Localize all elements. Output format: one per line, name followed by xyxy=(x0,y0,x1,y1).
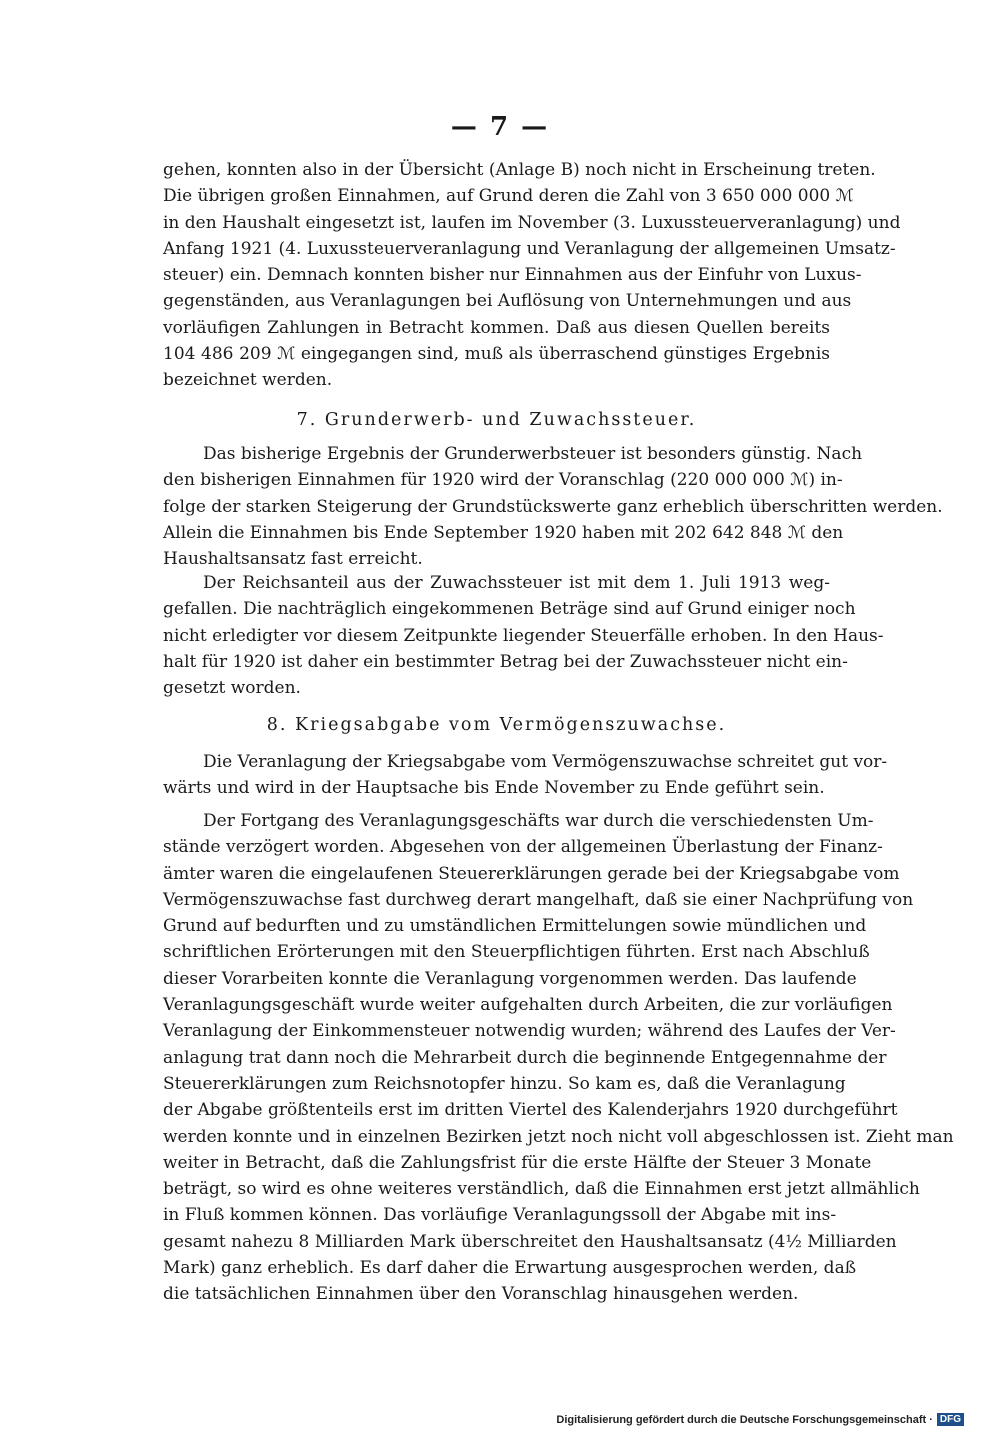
text-line: den bisherigen Einnahmen für 1920 wird der Voranschlag (220 000 000 ℳ) in- xyxy=(163,470,843,491)
section-8-paragraph-2 xyxy=(163,808,954,1308)
text-line: Das bisherige Ergebnis der Grunderwerbsteuer ist besonders günstig. Nach xyxy=(203,444,863,464)
text-line: vorläufigen Zahlungen in Betracht kommen. Daß aus diesen Quellen bereits xyxy=(163,317,830,338)
text-line: in den Haushalt eingesetzt ist, laufen im November (3. Luxussteuerveranlagung) und xyxy=(163,212,901,233)
text-line: die tatsächlichen Einnahmen über den Voranschlag hinausgehen werden. xyxy=(163,1284,799,1305)
text-line: folge der starken Steigerung der Grundstückswerte ganz erheblich überschritten werden. xyxy=(163,496,943,517)
text-line: gehen, konnten also in der Übersicht (Anlage B) noch nicht in Erscheinung treten. xyxy=(163,160,876,180)
text-line: Der Reichsanteil aus der Zuwachssteuer ist mit dem 1. Juli 1913 weg- xyxy=(203,573,830,593)
section-7-heading: 7. Grunderwerb- und Zuwachssteuer. xyxy=(296,410,697,430)
text-line: Mark) ganz erheblich. Es darf daher die Erwartung ausgesprochen werden, daß xyxy=(163,1258,857,1279)
section-7-paragraph-2 xyxy=(163,570,884,701)
text-line: weiter in Betracht, daß die Zahlungsfrist für die erste Hälfte der Steuer 3 Monate xyxy=(163,1152,872,1173)
text-line: Anfang 1921 (4. Luxussteuerveranlagung und Veranlagung der allgemeinen Umsatz- xyxy=(163,238,896,259)
text-line: Die Veranlagung der Kriegsabgabe vom Vermögenszuwachse schreitet gut vor- xyxy=(203,752,888,772)
section-7-paragraph-1 xyxy=(163,441,943,572)
page-number: — 7 — xyxy=(450,112,550,142)
text-line: Veranlagungsgeschäft wurde weiter aufgehalten durch Arbeiten, die zur vorläufigen xyxy=(163,995,893,1016)
text-line: schriftlichen Erörterungen mit den Steuerpflichtigen führten. Erst nach Abschluß xyxy=(163,942,870,963)
text-line: gefallen. Die nachträglich eingekommenen Beträge sind auf Grund einiger noch xyxy=(163,599,856,620)
text-line: Die übrigen großen Einnahmen, auf Grund deren die Zahl von 3 650 000 000 ℳ xyxy=(163,186,854,207)
footer-text: Digitalisierung gefördert durch die Deutsche Forschungsgemeinschaft · xyxy=(556,1413,933,1426)
text-line: Grund auf bedurften und zu umständlichen Ermittelungen sowie mündlichen und xyxy=(163,916,867,937)
text-line: halt für 1920 ist daher ein bestimmter Betrag bei der Zuwachssteuer nicht ein- xyxy=(163,651,848,672)
text-line: stände verzögert worden. Abgesehen von der allgemeinen Überlastung der Finanz- xyxy=(163,837,883,858)
text-line: steuer) ein. Demnach konnten bisher nur Einnahmen aus der Einfuhr von Luxus- xyxy=(163,265,862,286)
text-line: ämter waren die eingelaufenen Steuererklärungen gerade bei der Kriegsabgabe vom xyxy=(163,863,900,884)
section-8-heading: 8. Kriegsabgabe vom Vermögenszuwachse. xyxy=(266,715,727,735)
text-line: wärts und wird in der Hauptsache bis Ende November zu Ende geführt sein. xyxy=(163,778,825,799)
text-line: 104 486 209 ℳ eingegangen sind, muß als überraschend günstiges Ergebnis xyxy=(163,344,830,365)
text-line: anlagung trat dann noch die Mehrarbeit durch die beginnende Entgegennahme der xyxy=(163,1047,887,1068)
text-line: bezeichnet werden. xyxy=(163,370,333,391)
dfg-logo: DFG xyxy=(937,1413,964,1426)
text-line: Vermögenszuwachse fast durchweg derart mangelhaft, daß sie einer Nachprüfung von xyxy=(163,889,914,910)
text-line: Der Fortgang des Veranlagungsgeschäfts war durch die verschiedensten Um- xyxy=(203,811,874,831)
text-line: nicht erledigter vor diesem Zeitpunkte liegender Steuerfälle erhoben. In den Haus- xyxy=(163,625,884,646)
text-line: werden konnte und in einzelnen Bezirken jetzt noch nicht voll abgeschlossen ist. Zieht man xyxy=(163,1126,954,1147)
section-8-paragraph-1 xyxy=(163,749,888,802)
text-line: Haushaltsansatz fast erreicht. xyxy=(163,549,423,570)
text-line: in Fluß kommen können. Das vorläufige Veranlagungssoll der Abgabe mit ins- xyxy=(163,1205,837,1226)
intro-paragraph xyxy=(163,157,901,394)
text-line: dieser Vorarbeiten konnte die Veranlagung vorgenommen werden. Das laufende xyxy=(163,968,857,989)
text-line: gegenständen, aus Veranlagungen bei Auflösung von Unternehmungen und aus xyxy=(163,291,852,312)
text-line: beträgt, so wird es ohne weiteres verständlich, daß die Einnahmen erst jetzt allmählich xyxy=(163,1179,920,1200)
digitization-footer xyxy=(556,1413,964,1426)
text-line: gesetzt worden. xyxy=(163,678,301,699)
text-line: Veranlagung der Einkommensteuer notwendig wurden; während des Laufes der Ver- xyxy=(163,1021,896,1042)
text-line: der Abgabe größtenteils erst im dritten Viertel des Kalenderjahrs 1920 durchgeführt xyxy=(163,1100,898,1121)
text-line: Allein die Einnahmen bis Ende September 1920 haben mit 202 642 848 ℳ den xyxy=(163,522,844,543)
text-line: Steuererklärungen zum Reichsnotopfer hinzu. So kam es, daß die Veranlagung xyxy=(163,1073,846,1094)
text-line: gesamt nahezu 8 Milliarden Mark überschreitet den Haushaltsansatz (4½ Milliarden xyxy=(163,1231,897,1252)
